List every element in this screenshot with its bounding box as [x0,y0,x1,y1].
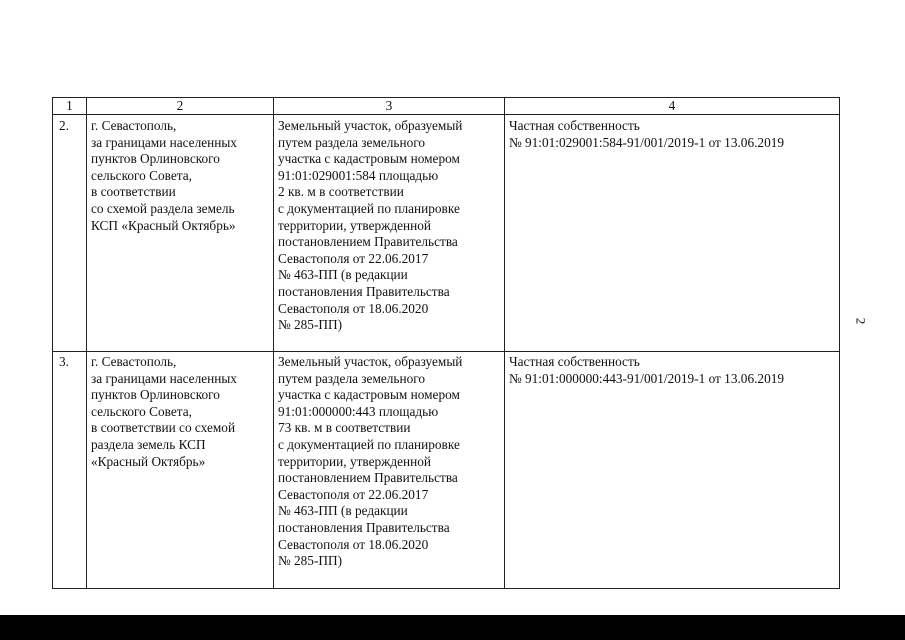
description-text: Земельный участок, образуемый путем раздела земельного участка с кадастровым номером 91:01:000000:443 площадью 73 кв. м в соответствии с документацией по планировке территории, утвержденной постановлением Правительства Севастополя от 22.06.2017 № 463-ПП (в редакции постановления Правительства Севастополя от 18.06.2020 № 285-ПП) [278,354,463,569]
location-cell [87,115,274,352]
header-col-4: 4 [505,98,840,115]
location-cell [87,352,274,589]
ownership-text: Частная собственность № 91:01:000000:443-91/001/2019-1 от 13.06.2019 [509,354,785,386]
ownership-cell [505,352,840,589]
description-cell [274,352,505,589]
table-header-row [53,98,840,115]
header-col-1: 1 [53,98,87,115]
description-text: Земельный участок, образуемый путем раздела земельного участка с кадастровым номером 91:01:029001:584 площадью 2 кв. м в соответствии с документацией по планировке территории, утвержденной постановлением Правительства Севастополя от 22.06.2017 № 463-ПП (в редакции постановления Правительства Севастополя от 18.06.2020 № 285-ПП) [278,118,463,333]
ownership-cell [505,115,840,352]
scan-bottom-edge [0,615,905,640]
description-cell [274,115,505,352]
row-number: 2. [53,115,87,352]
location-text: г. Севастополь, за границами населенных пунктов Орлиновского сельского Совета, в соответствии со схемой раздела земель КСП «Красный Октябрь» [91,118,237,233]
ownership-text: Частная собственность № 91:01:029001:584-91/001/2019-1 от 13.06.2019 [509,118,785,150]
land-plots-table [52,97,840,589]
header-col-2: 2 [87,98,274,115]
table-row [53,115,840,352]
table-row [53,352,840,589]
row-number: 3. [53,352,87,589]
header-col-3: 3 [274,98,505,115]
page-number: 2 [853,317,869,325]
location-text: г. Севастополь, за границами населенных пунктов Орлиновского сельского Совета, в соответствии со схемой раздела земель КСП «Красный Октябрь» [91,354,237,469]
